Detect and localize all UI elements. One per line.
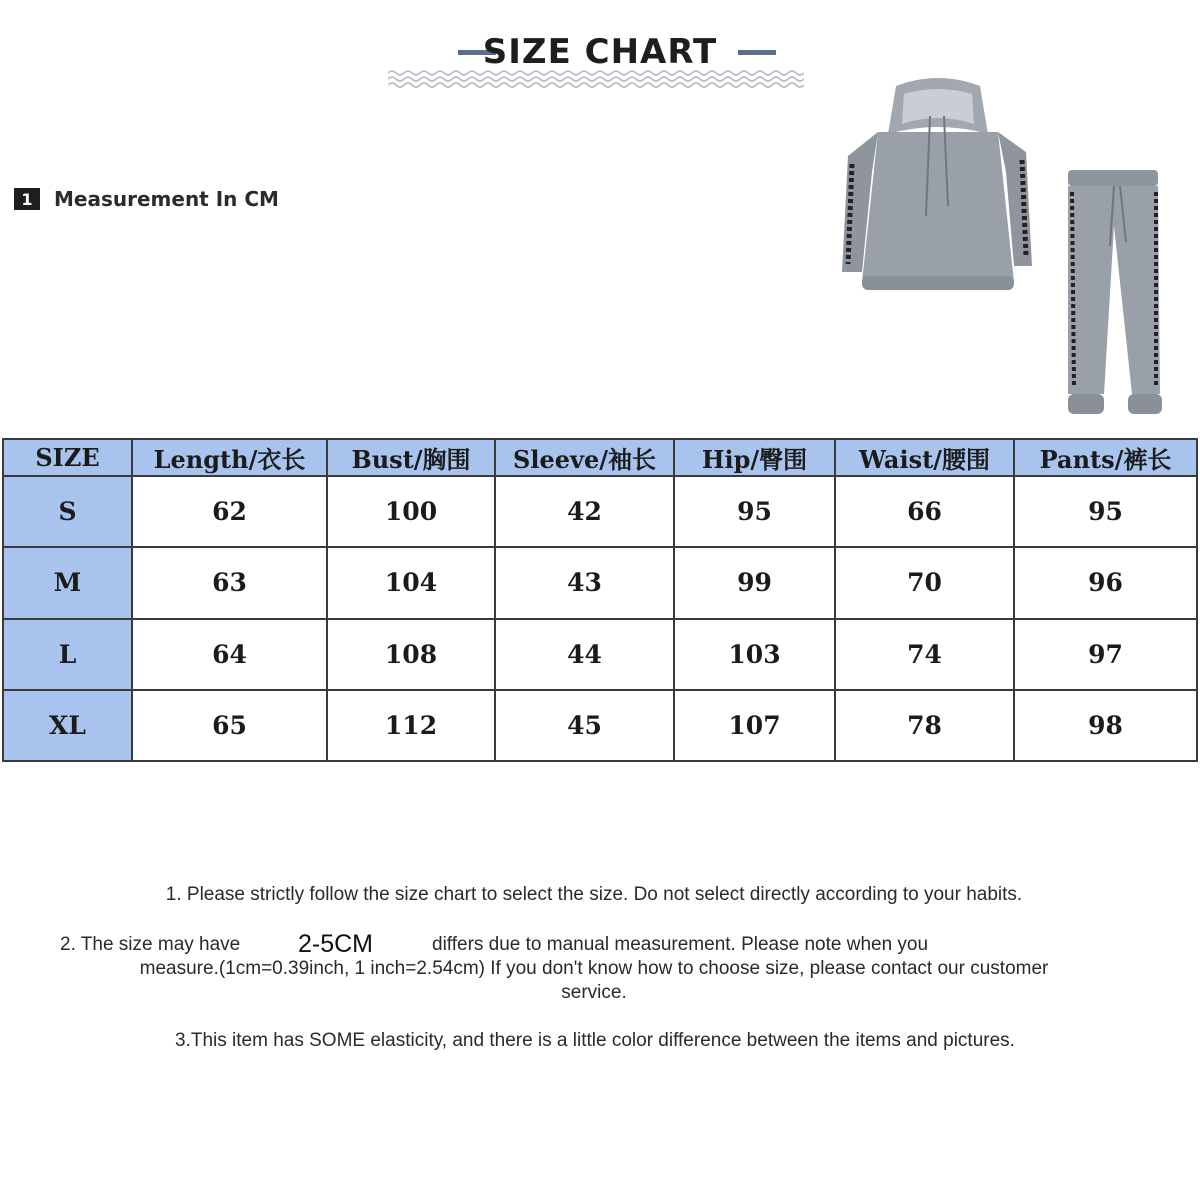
table-cell: 96 bbox=[1014, 547, 1197, 618]
table-header-row bbox=[3, 439, 1197, 476]
size-chart-header bbox=[380, 14, 820, 94]
size-cell: XL bbox=[3, 690, 132, 761]
note-1: 1. Please strictly follow the size chart to select the size. Do not select directly according to your habits. bbox=[165, 884, 1023, 905]
table-row bbox=[3, 476, 1197, 547]
table-cell: 108 bbox=[327, 619, 495, 690]
measurement-text: Measurement In CM bbox=[54, 187, 279, 211]
hoodie-icon bbox=[842, 78, 1032, 290]
column-header: Sleeve/袖长 bbox=[495, 439, 674, 476]
table-cell: 112 bbox=[327, 690, 495, 761]
note-2-start: 2. The size may have bbox=[60, 934, 241, 955]
size-table bbox=[2, 438, 1198, 762]
note-2-tolerance: 2-5CM bbox=[298, 930, 374, 958]
table-cell: 95 bbox=[674, 476, 835, 547]
table-row bbox=[3, 619, 1197, 690]
table-cell: 99 bbox=[674, 547, 835, 618]
size-cell: M bbox=[3, 547, 132, 618]
size-cell: S bbox=[3, 476, 132, 547]
column-header: Bust/胸围 bbox=[327, 439, 495, 476]
jogger-pants-icon bbox=[1068, 170, 1162, 414]
table-cell: 65 bbox=[132, 690, 327, 761]
note-2-line-3: service. bbox=[561, 982, 627, 1003]
table-cell: 62 bbox=[132, 476, 327, 547]
page-title: SIZE CHART bbox=[482, 32, 718, 72]
table-cell: 43 bbox=[495, 547, 674, 618]
measurement-unit-label bbox=[14, 186, 279, 212]
table-cell: 42 bbox=[495, 476, 674, 547]
table-cell: 107 bbox=[674, 690, 835, 761]
column-header: Pants/裤长 bbox=[1014, 439, 1197, 476]
table-cell: 104 bbox=[327, 547, 495, 618]
table-cell: 44 bbox=[495, 619, 674, 690]
number-badge-icon: 1 bbox=[14, 188, 40, 210]
column-header: Hip/臀围 bbox=[674, 439, 835, 476]
table-row bbox=[3, 690, 1197, 761]
column-header: SIZE bbox=[3, 439, 132, 476]
table-cell: 70 bbox=[835, 547, 1014, 618]
table-cell: 78 bbox=[835, 690, 1014, 761]
note-2-end: differs due to manual measurement. Please note when you bbox=[432, 934, 929, 955]
title-dash-right bbox=[738, 50, 776, 55]
table-cell: 95 bbox=[1014, 476, 1197, 547]
column-header: Waist/腰围 bbox=[835, 439, 1014, 476]
table-cell: 103 bbox=[674, 619, 835, 690]
table-cell: 74 bbox=[835, 619, 1014, 690]
table-cell: 64 bbox=[132, 619, 327, 690]
size-cell: L bbox=[3, 619, 132, 690]
table-cell: 63 bbox=[132, 547, 327, 618]
garment-illustration bbox=[838, 76, 1168, 426]
wave-divider bbox=[388, 68, 804, 88]
table-cell: 97 bbox=[1014, 619, 1197, 690]
note-3: 3.This item has SOME elasticity, and there is a little color difference between the items and pictures. bbox=[175, 1030, 1015, 1051]
column-header: Length/衣长 bbox=[132, 439, 327, 476]
table-cell: 100 bbox=[327, 476, 495, 547]
table-row bbox=[3, 547, 1197, 618]
table-cell: 45 bbox=[495, 690, 674, 761]
table-cell: 98 bbox=[1014, 690, 1197, 761]
note-2-line-2: measure.(1cm=0.39inch, 1 inch=2.54cm) If you don't know how to choose size, please contact our customer bbox=[139, 958, 1049, 979]
table-cell: 66 bbox=[835, 476, 1014, 547]
